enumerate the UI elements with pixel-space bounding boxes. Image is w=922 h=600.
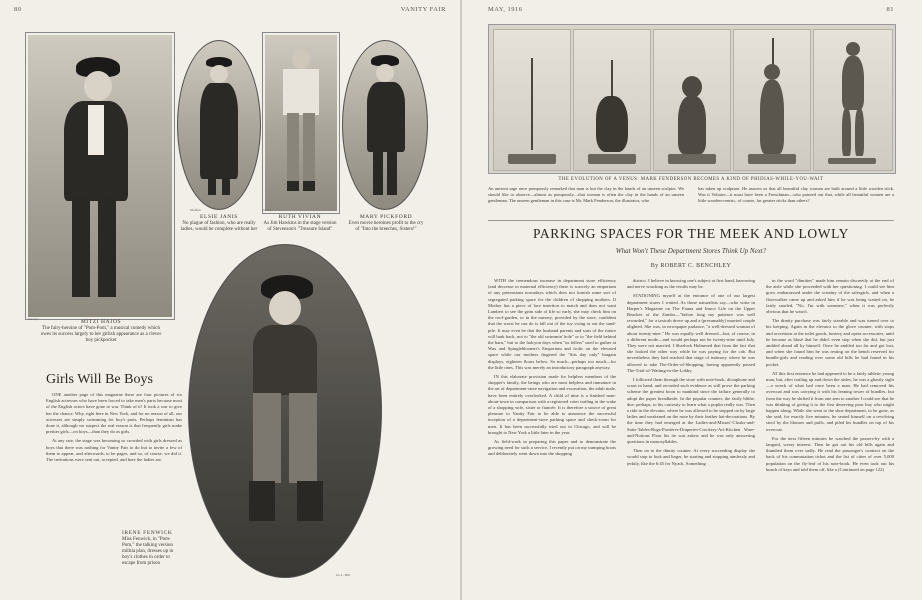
paragraph: I followed them through the store with note-book, dictaphone and scout in hand, and recorded such evidence as will prove the parking scheme the greatest boon to mankind since the failure generally to adopt the paper breadknife. In the popular counter, the fairly blithe, due, perhaps, to his curiosity to learn what a poplin really was. Then a ride in the elevator, where he was allowed to be stepped on by large ladies and weakened on the nose by their feather hat-decorations. By the time they had emerged at the Ladies-and-Misses'-Cloaks-and-Suits-Tables-Rugs-Portières-Draperies-Crockery-Art-Kitchen Ware-and-Notions Floor his tie was askew and he was only answering questions in monosyllables. [627,377,755,445]
article-column-2 [627,278,755,596]
caption-mary [346,214,426,233]
paragraph: For the next fifteen minutes he watched the passers-by with a languid, weary interest. Then he got out his old bills again and thumbed them over sadly. He read the passenger's contract on the back of his commutation ticket and the list of cities of over 5,000 population on the fly-leaf of his note-book. He even took out his bunch of keys and told them off, like a (Continued on page 122) [766,435,894,472]
caption-text-mitzi: The fairy-heroine of "Pom-Pom," a musical comedy which owes its success largely to her girlish appearance as a clever boy pickpocket [40,326,162,343]
caption-name-mary: MARY PICKFORD [359,214,413,220]
credit-irene: Ira L. Hill [336,573,351,577]
folio-title-right: MAY, 1916 [488,6,523,13]
headline-girls-will-be-boys: Girls Will Be Boys [46,372,153,387]
right-page [462,0,922,600]
figure-silhouette [231,275,341,565]
article-column-3 [766,278,894,596]
paragraph: IN this elaborate provision made for helpless members of the shopper's family, the beings who are most helpless and immature in the art of department-store navigation and excavation, the adult male, have been entirely overlooked. A child of nine is a finished man-about-town in comparison with a registered voter trailing in the wake of a shopping wife, sister or fiancée. It is therefore a source of great pleasure to Vanity Fair to be able to announce the successful inception of a department-store parking space and check-room for men. It has been successfully tried out in Chicago, and will be brought to New York a little later in the year. [488,374,616,435]
paragraph: At any rate, the stage was becoming so crowded with girls dressed as boys that there was nothing for Vanity Fair to do but to invite a few of them to appear, and afterwards, to be pages, and so, of course, we did it. The invitations were sent out, accepted, and here the ladies are. [46,438,182,463]
folio-number-right: 81 [886,6,894,13]
article-body-left [46,392,182,466]
paragraph: ONE another page of this magazine there are four pictures of six English actresses who have been forced to take men's parts because most of the English actors have gone to war. Think of it! It took a war to give her the chance. Why, right here in New York, and for no reason of all, our actresses are simply swimming for boy's parts. Perhaps feminism has done it, although we suspect the real reason is that frequently girls make prettier girls—on boys—than they do as girls. [46,392,182,435]
caption-text-ruth: As Jim Hawkins in the stage version of Stevenson's "Treasure Island" [263,221,337,232]
paragraph: district. I believe in knowing one's subject at first hand, harrowing and nerve wracking as the results may be. [627,278,755,290]
caption-name-elsie: ELSIE JANIS [200,214,238,220]
credit-ruth: White [263,208,272,212]
paragraph: As field-work in preparing this paper and to demonstrate the growing need for such a service, I recently put on my tramping boots and deliberately went down into the shopping [488,439,616,457]
venus-stage-3 [653,29,731,171]
venus-stage-5 [813,29,893,171]
photo-ruth-vivian [263,33,339,213]
caption-text-elsie: No plague of fashion, who are really ladies, would be complete without her [180,221,258,232]
photo-elsie-janis [177,40,261,210]
article-column-1 [488,278,616,596]
article-subtitle: What Won't These Department Stores Think Up Next? [615,247,767,255]
caption-text-mary: Even movie heroines profit to the cry of "Into the breeches, Sisters!" [348,221,424,232]
article-title: PARKING SPACES FOR THE MEEK AND LOWLY [533,226,849,241]
paragraph: Then on to the dimity counter. At every succeeding display she would stop to look and linger, he starting and stopping aimlessly and jerkily, like the 6:45 for Nyack. Something [627,448,755,466]
figure-silhouette [58,57,148,317]
divider-rule [488,220,894,221]
caption-mitzi [40,319,162,344]
photo-mary-pickford [342,40,428,210]
folio-title-left: VANITY FAIR [400,6,446,13]
paragraph: The dimity purchase was fairly sizeable and was turned over to his keeping. Again in the elevator to the glove counter, with stops and accretions at the toilet goods, hosiery and opera accessories, until he became as blasé that he didn't even stop when she did, but just ambled ahead all by himself. Once he ambled too far and got lost, and when she found him he was resting on the bench reserved for bundle-girls and reading over some old bills he had found in his pocket. [766,318,894,367]
venus-strip-caption: THE EVOLUTION OF A VENUS: MARK FENDERSON BECOMES A KIND OF PHIDIAS-WHILE-YOU-WAIT [558,177,824,182]
figure-silhouette [363,55,409,207]
caption-name-irene: IRENE FENWICK [122,530,173,536]
paragraph: AT this first entrance he had appeared to be a fairly athletic young man, but, after trailing up and down the aisles, he was a ghastly sight—a wreck of what had once been a man. He had removed his overcoat and was carrying it with his leaning tower of bundles, but from the way he shifted it from one arm to another I could see that he was thinking of giving it to the first deserving poor boy who might happen along. While she went to the shoe department, to be gone, as she said, for exactly five minutes, he seated himself on a revolving stool by the blouses and puffs, and piled his bundles on top of his overcoat. [766,370,894,432]
venus-stage-1 [493,29,571,171]
caption-irene [122,530,182,567]
caption-name-mitzi: MITZI HAJOS [80,319,122,325]
credit-elsie: Moffett [190,208,201,212]
venus-stage-2 [573,29,651,171]
caption-name-ruth: RUTH VIVIAN [278,214,322,220]
photo-mitzi-hajos [26,33,174,319]
folio-number-left: 80 [14,6,22,13]
credit-mitzi: Sarony [28,317,38,321]
caption-ruth [262,214,338,233]
photo-irene-fenwick [188,244,382,578]
venus-text-left: An ancient sage once pompously remarked that man is but the clay in the hands of an unseen sculptor. We should like to observe—almost as pompously—that woman is often the clay in the hands of an unseen gentleman. The unseen gentleman in this case is Mr. Mark Fenderson, the illustrator, who [488,186,684,203]
paragraph: in the word "dimities" made him remain discreetly at the end of the aisle while she proceeded with her questioning. I could see him grow embarrassed under the scrutiny of the salesgirls, and when a floorwalker came up and asked him if he was being waited on, he fairly snarled, "No, I'm with someone," when it was perfectly obvious that he wasn't. [766,278,894,315]
venus-evolution-strip [488,24,896,174]
figure-silhouette [279,49,323,209]
venus-stage-4 [733,29,811,171]
caption-elsie [180,214,258,233]
caption-text-irene: Miss Fenwick, in "Pom-Pom," the talking version militia plan, dresses up in boy's clothes in order to escape from prison [122,537,174,566]
article-byline: By ROBERT C. BENCHLEY [650,263,732,269]
left-page [0,0,460,600]
paragraph: STATIONING myself at the entrance of one of our largest department stores I waited. As those naturalists say—who write in Harper's Magazine on The Fauna and Insect Life on the Upper Reaches of the Zambo—"before long my patience was well rewarded," for a taxicab drove up and a (presumably) married couple alighted. She was, in newspaper parlance, "a well-dressed woman of about twenty-nine." He was equally well dressed—but, of course, in a different mode—and would perhaps not be twenty-nine until July. They were not married. I Sherlock Holmesed that from the fact that she looked the other way while he was paying for the cab. But nevertheless they had reached that stage of intimacy where he was allowed to take The-Order-of-Shopping, having apparently passed The-Trial-of-Waiting-in-the-Lobby. [627,293,755,373]
venus-text-right: has taken up sculpture. He assures us that all beautiful clay woman are built around a little wooden stick. Was it Voltaire—it must have been a Frenchman—who pointed out that, while all beautiful women are a little wooden-centric, of course, far greater sticks than others? [698,186,894,203]
paragraph: WITH the tremendous increase in department store efficiency (and decrease in maternal efficiency) there is scarcely an emporium of any pretensions nowadays which does not furnish some sort of segregated parking space for the children of shopping mothers. If Mother has a piece of lace insertion to match and does not want Lambert to see the grim side of life so early, she may check him on the roof-garden, or in the nursery, provided by the store, confident that the worst he can do is fall out of the toy swing or eat the sand-pile. It may even be that the husband parents and sons of the future will hark back, not to "the old swimmin' hole" or to "the field behind the barn," but to the halcyon days when "us fellers" used to gather at Wax and Spinglebloomer's Emporium and frolic on the elevated space while our mothers fingered the "this day only" bargain displays, eighteen floors below. So much—perhaps too much—for the little ones. This was merely an introductory paragraph anyway. [488,278,616,370]
figure-silhouette [198,57,242,207]
